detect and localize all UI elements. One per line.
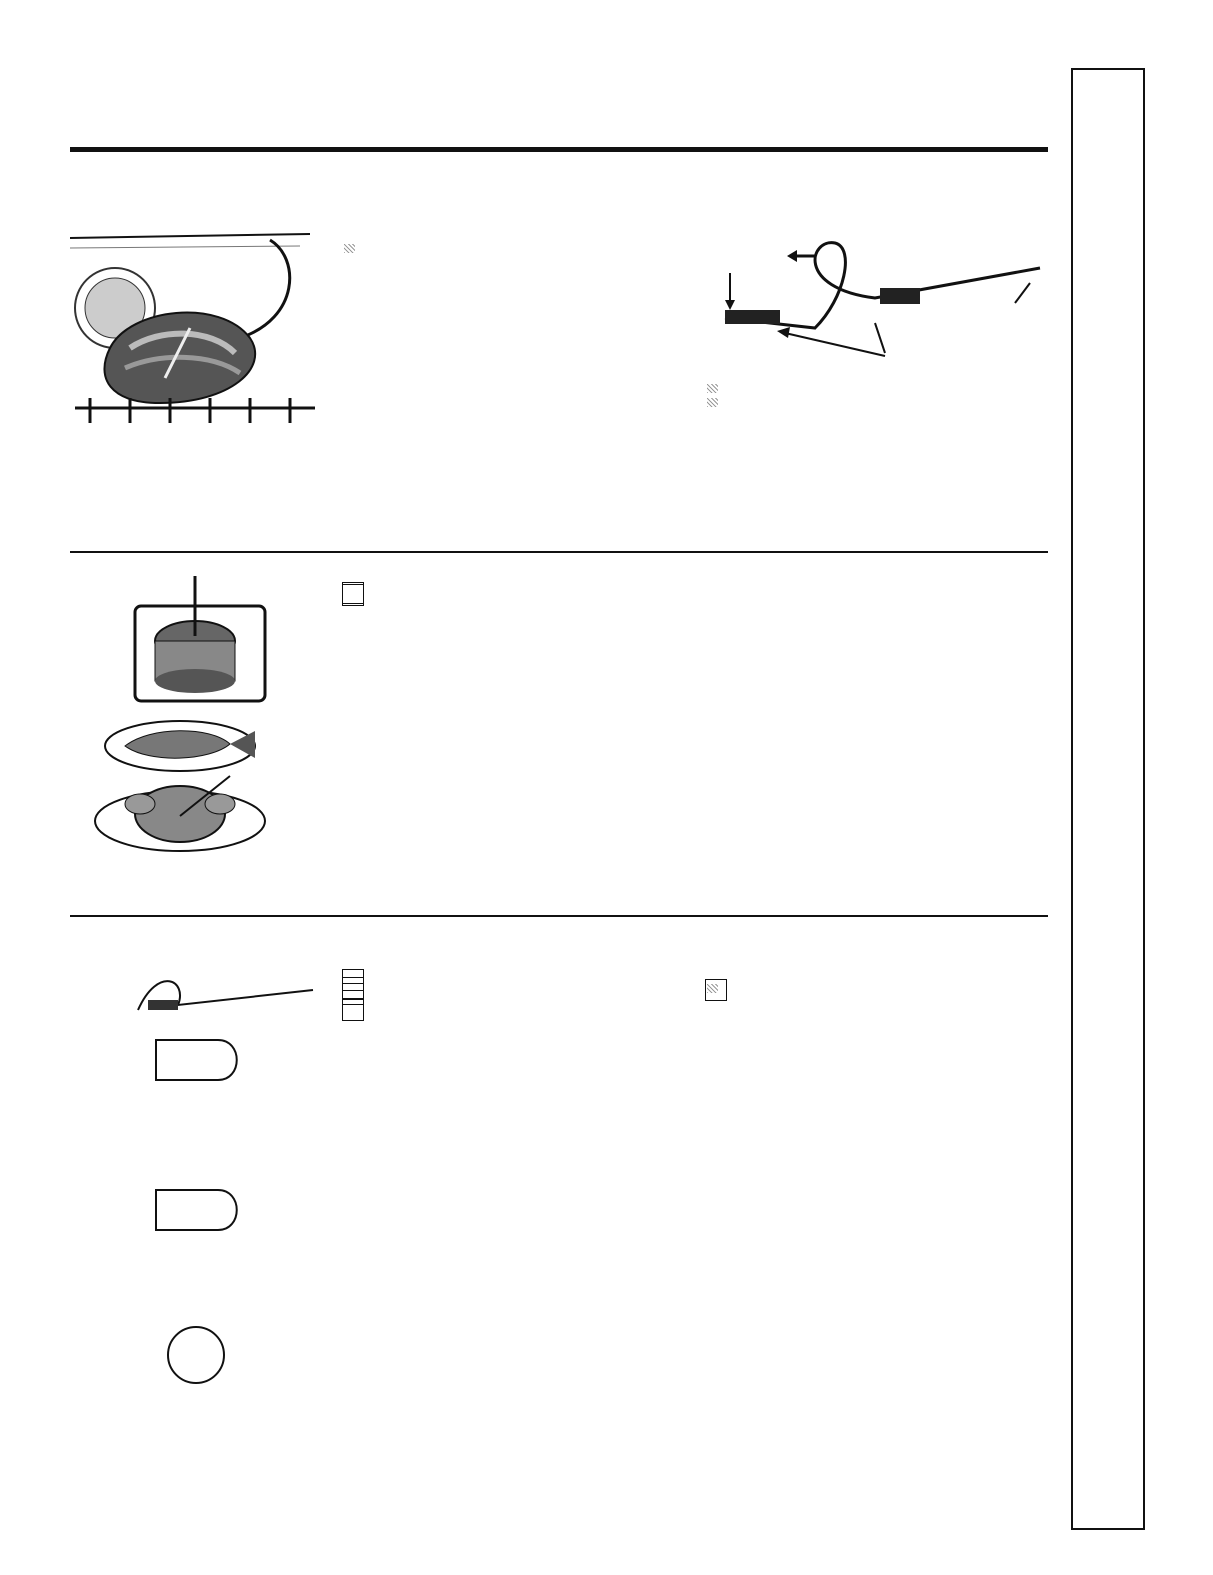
roasting-steps — [342, 968, 682, 998]
start-pad[interactable] — [168, 1327, 224, 1383]
probe-diagram — [695, 228, 1045, 370]
section-divider — [70, 551, 1048, 553]
header-rule — [70, 147, 1048, 152]
probe-pad[interactable] — [156, 1040, 237, 1080]
roasting-right-column — [705, 968, 1045, 980]
section-sidebar — [1071, 68, 1145, 1530]
step-number — [342, 584, 364, 606]
section-divider — [70, 915, 1048, 917]
probe-in-roast-illustration — [70, 228, 320, 428]
food-placement-illustrations — [80, 566, 320, 866]
bake-pad[interactable] — [156, 1190, 237, 1230]
step-number — [342, 999, 364, 1021]
control-panel-illustration — [78, 960, 323, 1400]
